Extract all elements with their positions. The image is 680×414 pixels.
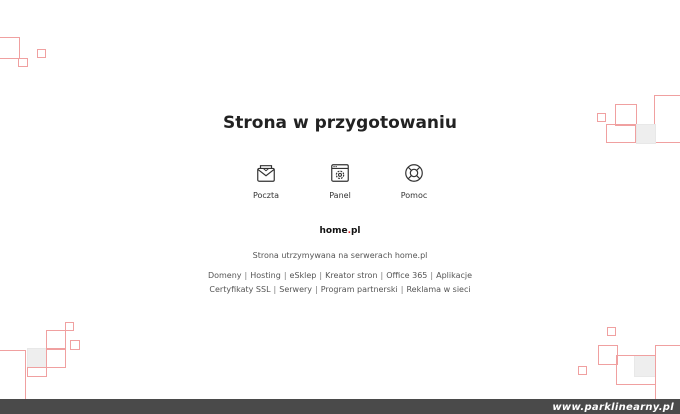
lifebuoy-icon: [403, 162, 425, 184]
home-pl-logo[interactable]: [0, 226, 680, 236]
link-separator: |: [319, 271, 323, 280]
link-separator: |: [380, 271, 384, 280]
link-separator: |: [315, 285, 318, 294]
help-button[interactable]: [394, 162, 434, 200]
mail-button[interactable]: [246, 162, 286, 200]
quick-actions: [0, 162, 680, 200]
link-office-365[interactable]: Office 365: [386, 271, 428, 280]
link-aplikacje[interactable]: Aplikacje: [436, 271, 473, 280]
page-title: Strona w przygotowaniu: [223, 113, 457, 133]
mail-icon: [255, 162, 277, 184]
panel-gear-icon: [329, 162, 351, 184]
link-hosting[interactable]: Hosting: [250, 271, 281, 280]
link-separator: |: [273, 285, 277, 294]
footer-links-row-2: [0, 285, 680, 294]
logo-dot: .: [347, 226, 351, 236]
footer-links-row-1: [0, 271, 680, 280]
link-separator: |: [283, 271, 287, 280]
link-reklama-w-sieci[interactable]: Reklama w sieci: [406, 285, 471, 294]
link-separator: |: [244, 271, 248, 280]
link-kreator-stron[interactable]: Kreator stron: [325, 271, 378, 280]
watermark: www.parklinearny.pl: [552, 402, 674, 413]
mail-label: Poczta: [252, 191, 280, 200]
hosted-info: Strona utrzymywana na serwerach home.pl: [252, 251, 428, 260]
panel-label: Panel: [329, 191, 351, 200]
footer-bar: [0, 399, 680, 414]
link-separator: |: [430, 271, 434, 280]
link-domeny[interactable]: Domeny: [207, 271, 242, 280]
link-esklep[interactable]: eSklep: [289, 271, 317, 280]
link-serwery[interactable]: Serwery: [279, 285, 313, 294]
link-certyfikaty-ssl[interactable]: Certyfikaty SSL: [209, 285, 271, 294]
logo-suffix: pl: [350, 226, 361, 236]
logo-prefix: home: [319, 226, 348, 236]
link-program-partnerski[interactable]: Program partnerski: [320, 285, 398, 294]
help-label: Pomoc: [400, 191, 428, 200]
link-separator: |: [400, 285, 404, 294]
panel-button[interactable]: [320, 162, 360, 200]
